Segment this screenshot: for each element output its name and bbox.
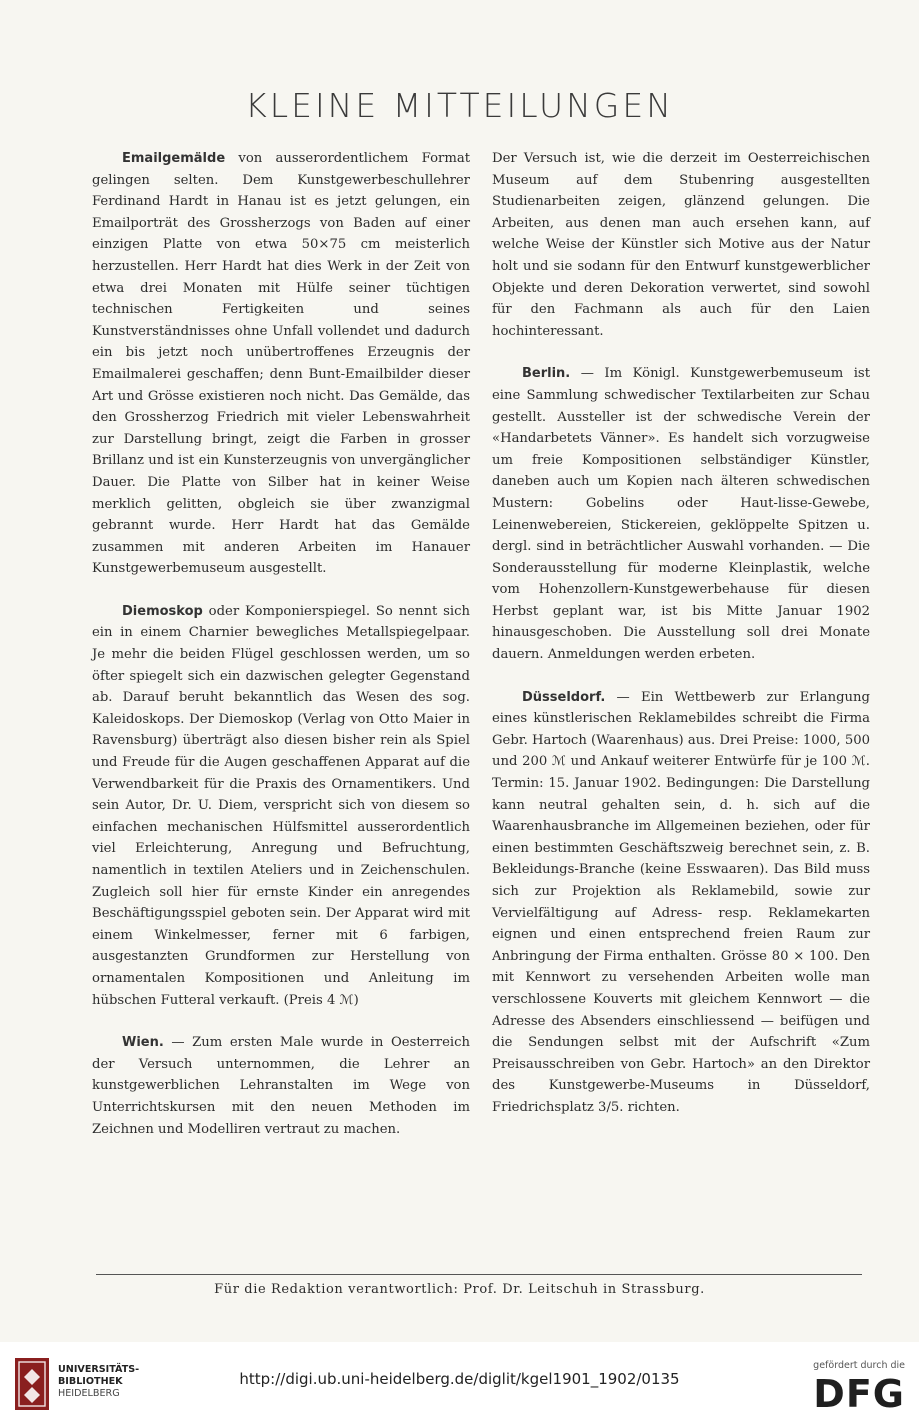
permalink-url[interactable]: http://digi.ub.uni-heidelberg.de/diglit/kgel1901_1902/0135 [239, 1370, 680, 1388]
left-column [92, 148, 470, 1140]
article-lead: Wien. [122, 1035, 164, 1051]
article-lead: Berlin. [522, 366, 571, 382]
dfg-logo[interactable]: DFG [813, 1372, 905, 1416]
footer-divider [96, 1274, 862, 1275]
page-title: KLEINE MITTEILUNGEN [245, 86, 674, 125]
article-text: von ausserordentlichem Format gelingen selten. Dem Kunstgewerbeschullehrer Ferdinand Hardt in Hanau ist es jetzt gelungen, ein Emailporträt des Grossherzogs von Baden auf einer einzigen Platte von etwa 50×75 cm meisterlich herzustellen. Herr Hardt hat dies Werk in der Zeit von etwa drei Monaten mit Hülfe seiner tüchtigen technischen Fertigkeiten und seines Kunstverständnisses ohne Unfall vollendet und dadurch ein bis jetzt noch unübertroffenes Erzeugnis der Emailmalerei geschaffen; denn Bunt-Emailbilder dieser Art und Grösse existieren noch nicht. Das Gemälde, das den Grossherzog Friedrich mit vieler Lebenswahrheit zur Darstellung bringt, zeigt die Farben in grosser Brillanz und ist ein Kunsterzeugnis von unvergänglicher Dauer. Die Platte von Silber hat in keiner Weise merklich gelitten, obgleich sie über zwanzigmal gebrannt wurde. Herr Hardt hat das Gemälde zusammen mit anderen Arbeiten im Hanauer Kunstgewerbemuseum ausgestellt. [92, 151, 470, 577]
right-column [492, 148, 870, 1119]
article-lead: Düsseldorf. [522, 689, 606, 705]
article-berlin [492, 363, 870, 665]
article-emailgemaelde [92, 148, 470, 580]
article-diemoskop [92, 601, 470, 1011]
article-lead: Emailgemälde [122, 151, 226, 166]
article-lead: Diemoskop [122, 603, 203, 619]
sponsor-note: gefördert durch die [813, 1360, 905, 1371]
article-text: oder Komponierspiegel. So nennt sich ein in einem Charnier bewegliches Metallspiegelpaar. Je mehr die beiden Flügel geschlossen werden, um so öfter spiegelt sich ein dazwischen gelegter Gegenstand ab. Darauf beruht bekanntlich das Wesen des sog. Kaleidoskops. Der Diemoskop (Verlag von Otto Maier in Ravensburg) überträgt also diesen bisher rein als Spiel und Freude für die Augen geschaffenen Apparat auf die Verwendbarkeit für die Praxis des Ornamentikers. Und sein Autor, Dr. U. Diem, verspricht sich von diesem so einfachen mechanischen Hülfsmittel ausserordentlich viel Erleichterung, Anregung und Befruchtung, namentlich in textilen Ateliers und in Zeichenschulen. Zugleich soll hier für ernste Kinder ein anregendes Beschäftigungsspiel geboten sein. Der Apparat wird mit einem Winkelmesser, ferner mit 6 farbigen, ausgestanzten Grundformen zur Herstellung von ornamentalen Kompositionen und Anleitung im hübschen Futteral verkauft. (Preis 4 ℳ) [92, 603, 470, 1008]
article-wien [92, 1032, 470, 1140]
editorial-credit: Für die Redaktion verantwortlich: Prof. Dr. Leitschuh in Strassburg. [214, 1282, 705, 1297]
library-name-line: BIBLIOTHEK [58, 1376, 123, 1387]
library-name-line: UNIVERSITÄTS- [58, 1364, 140, 1375]
article-text: — Ein Wettbewerb zur Erlangung eines künstlerischen Reklamebildes schreibt die Firma Gebr. Hartoch (Waarenhaus) aus. Drei Preise: 1000, 500 und 200 ℳ und Ankauf weiterer Entwürfe für je 100 ℳ. Termin: 15. Januar 1902. Bedingungen: Die Darstellung kann neutral gehalten sein, d. h. sich auf die Waarenhausbranche im Allgemeinen beziehen, oder für einen bestimmten Geschäftszweig berechnet sein, z. B. Bekleidungs-Branche (keine Esswaaren). Das Bild muss sich zur Projektion als Reklamebild, sowie zur Vervielfältigung auf Adress- resp. Reklamekarten eignen und einen entsprechend freien Raum zur Anbringung der Firma enthalten. Grösse 80 × 100. Den mit Kennwort zu versehenden Arbeiten wolle man verschlossene Kouverts mit gleichem Kennwort — die Adresse des Absenders einschliessend — beifügen und die Sendungen selbst mit der Aufschrift «Zum Preisausschreiben von Gebr. Hartoch» an den Direktor des Kunstgewerbe-Museums in Düsseldorf, Friedrichsplatz 3/5. richten. [492, 689, 870, 1115]
library-name-line: HEIDELBERG [58, 1388, 120, 1399]
article-duesseldorf [492, 687, 870, 1119]
article-text: — Im Königl. Kunstgewerbemuseum ist eine Sammlung schwedischer Textilarbeiten zur Schau gestellt. Aussteller ist der schwedische Verein der «Handarbetets Vänner». Es handelt sich vorzugweise um freie Kompositionen selbständiger Künstler, daneben auch um Kopien nach älteren schwedischen Mustern: Gobelins oder Haut-lisse-Gewebe, Leinenwebereien, Stickereien, geklöppelte Spitzen u. dergl. sind in beträchtlicher Auswahl vorhanden. — Die Sonderausstellung für moderne Kleinplastik, welche vom Hohenzollern-Kunstgewerbehause für diesen Herbst geplant war, ist bis Mitte Januar 1902 hinausgeschoben. Die Ausstellung soll drei Monate dauern. Anmeldungen werden erbeten. [492, 366, 870, 663]
library-footer-bar [0, 1346, 919, 1419]
article-wien-continuation: Der Versuch ist, wie die derzeit im Oesterreichischen Museum auf dem Stubenring ausgestellten Studienarbeiten zeigen, glänzend gelungen. Die Arbeiten, aus denen man auch ersehen kann, auf welche Weise der Künstler sich Motive aus der Natur holt und sie sodann für den Entwurf kunstgewerblicher Objekte und deren Dekoration verwertet, sind sowohl für den Fachmann als auch für den Laien hochinteressant. [492, 151, 870, 339]
article-text: — Zum ersten Male wurde in Oesterreich der Versuch unternommen, die Lehrer an kunstgewerblichen Lehranstalten im Wege von Unterrichtskursen mit den neuen Methoden im Zeichnen und Modelliren vertraut zu machen. [92, 1035, 470, 1137]
